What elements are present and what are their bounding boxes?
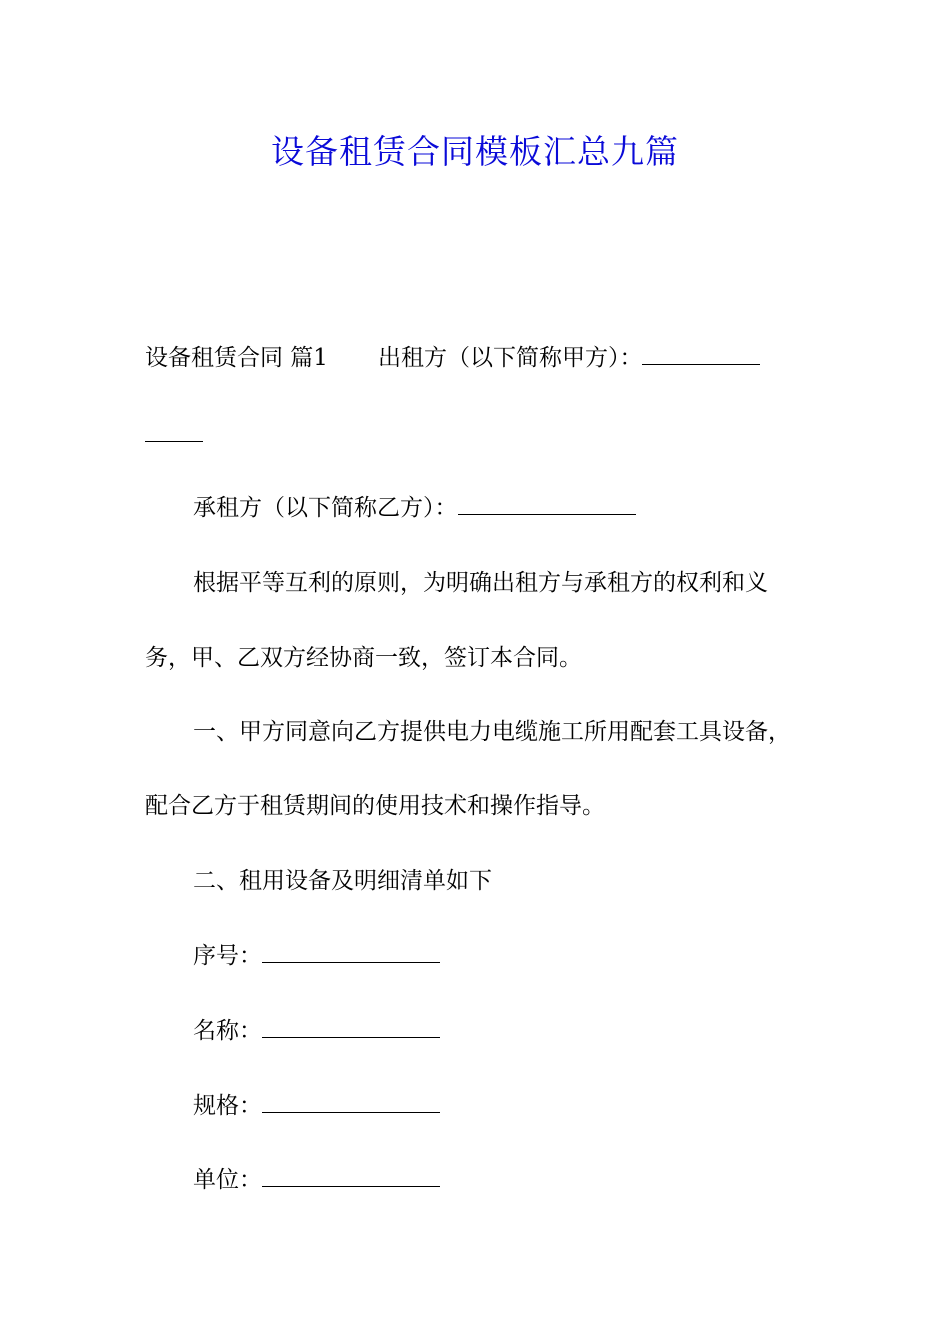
paragraph-1-line-1: 根据平等互利的原则，为明确出租方与承租方的权利和义 — [193, 570, 768, 596]
field-blank — [262, 1090, 440, 1113]
document-title: 设备租赁合同模板汇总九篇 — [271, 132, 679, 171]
field-name — [193, 1015, 440, 1047]
lessor-blank-wrap — [145, 419, 203, 442]
lessor-line — [145, 342, 760, 374]
field-blank — [262, 940, 440, 963]
clause-1-line-2: 配合乙方于租赁期间的使用技术和操作指导。 — [145, 793, 605, 819]
field-label: 名称： — [193, 1018, 262, 1044]
paragraph-1-line-2: 务，甲、乙双方经协商一致，签订本合同。 — [145, 645, 582, 671]
field-serial — [193, 940, 440, 972]
lessee-line — [193, 492, 636, 524]
field-label: 单位： — [193, 1167, 262, 1193]
field-unit — [193, 1164, 440, 1196]
clause-1-line-1: 一、甲方同意向乙方提供电力电缆施工所用配套工具设备， — [193, 719, 791, 745]
lessor-blank-continued — [145, 419, 203, 451]
lessee-label: 承租方（以下简称乙方）： — [193, 495, 458, 521]
field-label: 序号： — [193, 943, 262, 969]
clause-2: 二、租用设备及明细清单如下 — [193, 868, 492, 894]
lessor-blank — [642, 342, 760, 365]
field-label: 规格： — [193, 1093, 262, 1119]
field-blank — [262, 1015, 440, 1038]
field-blank — [262, 1164, 440, 1187]
section-heading: 设备租赁合同 篇1 — [145, 345, 328, 371]
lessee-blank — [458, 492, 636, 515]
lessor-label: 出租方（以下简称甲方）： — [377, 345, 643, 371]
field-spec — [193, 1090, 440, 1122]
